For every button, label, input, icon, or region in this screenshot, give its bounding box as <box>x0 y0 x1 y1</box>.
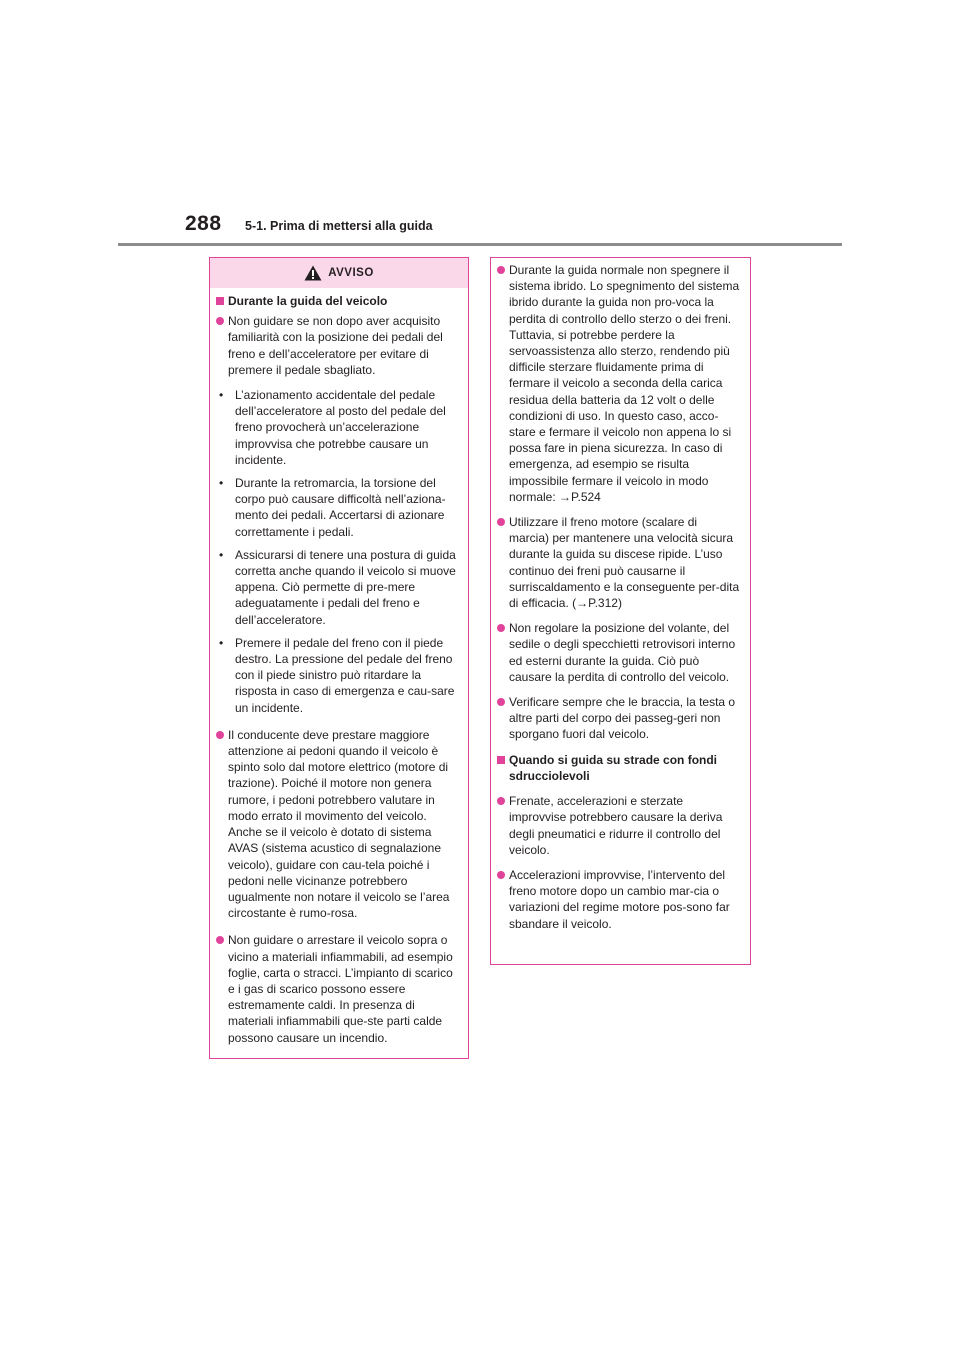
list-item: Frenate, accelerazioni e sterzate improvvise potrebbero causare la deriva degli pneumatici e ridurre il controllo del veicolo. <box>497 793 740 858</box>
page-number: 288 <box>185 212 222 235</box>
warning-header <box>210 258 468 288</box>
subheading-strade-sdrucciolevoli: Quando si guida su strade con fondi sdrucciolevoli <box>497 752 740 784</box>
square-bullet-icon <box>497 756 505 764</box>
sub-list-item: • L’azionamento accidentale del pedale dell’acceleratore al posto del pedale del freno provocherà un’accelerazione improvvisa che potrebbe causare un incidente. <box>219 388 446 467</box>
circle-bullet-icon <box>216 317 224 325</box>
square-bullet-icon <box>216 297 224 305</box>
section-title: 5-1. Prima di mettersi alla guida <box>245 219 433 233</box>
circle-bullet-icon <box>497 266 505 274</box>
circle-bullet-icon <box>497 518 505 526</box>
circle-bullet-icon <box>216 936 224 944</box>
circle-bullet-icon <box>497 871 505 879</box>
dot-bullet-icon: • <box>219 547 224 562</box>
sub-list-item: • Durante la retromarcia, la torsione del corpo può causare difficoltà nell’aziona-mento dei pedali. Accertarsi di azionare correttamente i pedali. <box>219 476 446 539</box>
list-item: Non guidare o arrestare il veicolo sopra o vicino a materiali infiammabili, ad esempio foglie, carta o stracci. L’impianto di scarico e i gas di scarico possono essere estremamente caldi. In presenza di materiali infiammabili que-ste parti calde possono causare un incendio. <box>216 932 458 1045</box>
list-item: Utilizzare il freno motore (scalare di marcia) per mantenere una velocità sicura durante la guida su discese ripide. L’uso continuo dei freni può causarne il surriscaldamento e la conseguente per-dita di efficacia. (→P.312) <box>497 514 740 611</box>
circle-bullet-icon <box>497 624 505 632</box>
list-item: Verificare sempre che le braccia, la testa o altre parti del corpo dei passeg-geri non sporgano fuori dal veicolo. <box>497 694 740 743</box>
warning-box-left <box>209 257 469 1059</box>
warning-triangle-icon <box>304 265 322 281</box>
warning-title: AVVISO <box>328 266 374 279</box>
circle-bullet-icon <box>497 698 505 706</box>
list-item: Non regolare la posizione del volante, del sedile o degli specchietti retrovisori interno ed esterni durante la guida. Ciò può causare la perdita di controllo del veicolo. <box>497 620 740 685</box>
dot-bullet-icon: • <box>219 635 224 650</box>
list-item: Non guidare se non dopo aver acquisito familiarità con la posizione dei pedali del freno e dell’acceleratore per evitare di premere il pedale sbagliato. <box>216 313 458 378</box>
list-item: Accelerazioni improvvise, l’intervento del freno motore dopo un cambio mar-cia o variazioni del regime motore pos-sono far sbandare il veicolo. <box>497 867 740 932</box>
list-item: Durante la guida normale non spegnere il sistema ibrido. Lo spegnimento del sistema ibrido durante la guida non pro-voca la perdita di controllo dello sterzo o dei freni. Tuttavia, si potrebbe perdere la servoassistenza allo sterzo, rendendo più difficile sterzare fluidamente prima di fermare il veicolo a seconda della carica residua della batteria da 12 volt o delle condizioni di uso. In questo caso, acco-stare e fermare il veicolo non appena lo si possa fare in piena sicurezza. In caso di emergenza, ad esempio se risulta impossibile fermare il veicolo in modo normale: →P.524 <box>497 262 740 505</box>
sub-list-item: • Premere il pedale del freno con il piede destro. La pressione del pedale del freno con il piede sinistro può ritardare la risposta in caso di emergenza e cau-sare un incidente. <box>219 635 455 715</box>
header-rule <box>118 243 842 246</box>
dot-bullet-icon: • <box>219 476 224 491</box>
circle-bullet-icon <box>216 731 224 739</box>
sub-list-item: • Assicurarsi di tenere una postura di guida corretta anche quando il veicolo si muove appena. Ciò permette di pre-mere adeguatamente i pedali del freno e dell’acceleratore. <box>219 547 456 627</box>
subheading-guida: Durante la guida del veicolo <box>216 293 458 309</box>
dot-bullet-icon: • <box>219 388 224 403</box>
warning-box-right <box>490 257 751 965</box>
circle-bullet-icon <box>497 797 505 805</box>
list-item: Il conducente deve prestare maggiore attenzione ai pedoni quando il veicolo è spinto solo dal motore elettrico (motore di trazione). Poiché il motore non genera rumore, i pedoni potrebbero valutare in modo errato il movimento del veicolo. Anche se il veicolo è dotato di sistema AVAS (sistema acustico di segnalazione veicolo), guidare con cau-tela poiché i pedoni nelle vicinanze potrebbero ugualmente non notare il veicolo se l’area circostante è rumo-rosa. <box>216 727 458 921</box>
